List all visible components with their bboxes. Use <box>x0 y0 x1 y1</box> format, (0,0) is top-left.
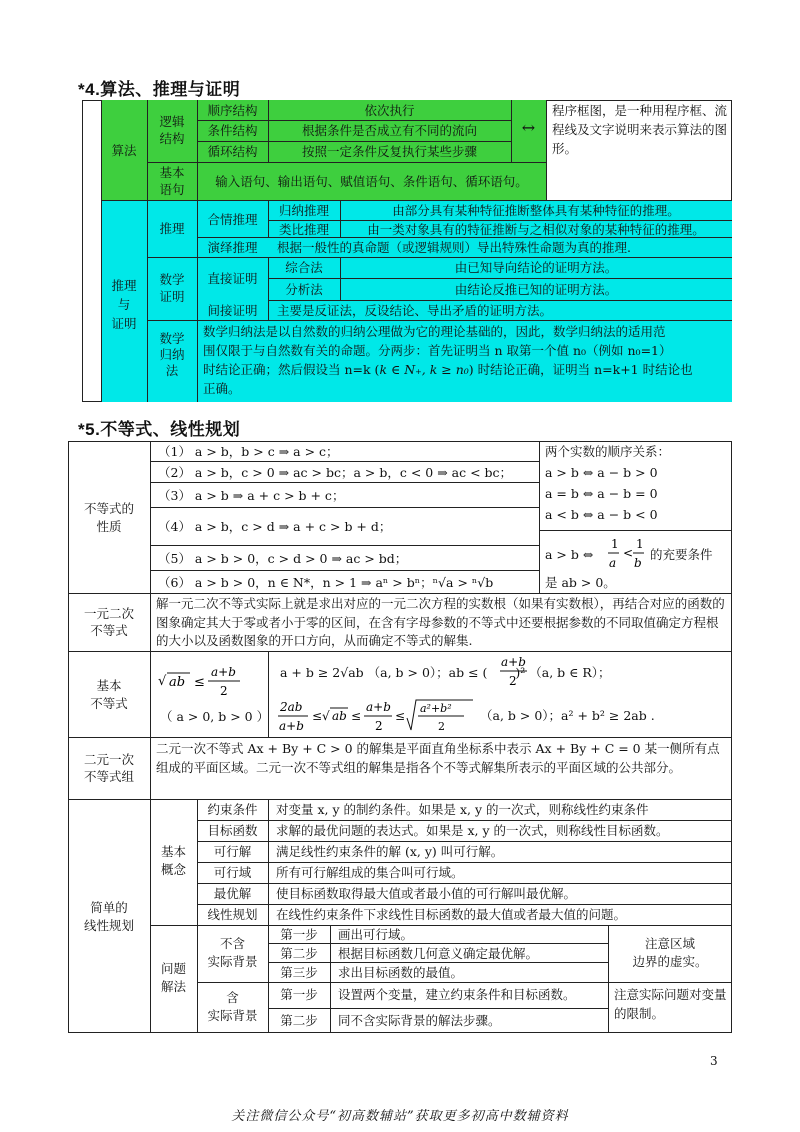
amgm-formula <box>156 660 266 700</box>
label-induction: 归纳推理 <box>278 203 329 218</box>
section-4-title: *4.算法、推理与证明 <box>78 80 241 99</box>
quadratic-desc: 解一元二次不等式实际上就是求出对应的一元二次方程的实数根（如果有实数根），再结合对应的函数的图象确定其大于零或者小于零的区间，在含有字母参数的不等式中还要根据参数的不同取值确定方程根的大小以及函数图象的开口方向，从而确定不等式的解集. <box>156 596 725 648</box>
label-deduction: 演绎推理 <box>207 240 258 255</box>
property-3: （3） a > b ⇒ a + c > b + c； <box>158 488 345 503</box>
svg-text:≤: ≤ <box>395 709 406 723</box>
step2-label: 第二步 <box>280 946 318 961</box>
concept-lp: 线性规划 <box>207 907 258 922</box>
step3-desc: 求出目标函数的最值。 <box>338 965 464 980</box>
svg-text:b: b <box>634 556 642 570</box>
synthesis-desc: 由已知导向结论的证明方法。 <box>454 260 618 275</box>
label-reasoning: 推理 <box>159 221 185 236</box>
label-basic-statements: 基本 语句 <box>159 165 185 197</box>
step3-label: 第三步 <box>280 965 318 980</box>
analogy-desc: 由一类对象具有的特征推断与之相似对象的某种特征的推理。 <box>367 222 705 237</box>
label-problem-methods: 问题 解法 <box>160 961 186 994</box>
label-math-proof: 数学 证明 <box>159 272 185 304</box>
label-no-context: 不含 实际背景 <box>207 936 258 969</box>
page-number: 3 <box>710 1054 718 1068</box>
formula-1-fraction <box>500 652 528 690</box>
concept-objective-desc: 求解的最优问题的表达式。如果是 x, y 的一次式，则称线性目标函数。 <box>276 823 669 838</box>
induction-line-4: 正确。 <box>203 381 241 396</box>
induction-line-3: 时结论正确；然后假设当 n=k (k ∈ N₊, k ≥ n₀) 时结论正确，证明当 n=k+1 时结论也 <box>203 362 693 377</box>
concept-feasible-region-desc: 所有可行解组成的集合叫可行域。 <box>276 865 464 880</box>
row-desc-sequence: 依次执行 <box>364 103 415 118</box>
reciprocal-cond: 的充要条件 <box>650 547 713 562</box>
label-basic-concepts: 基本 概念 <box>160 844 186 877</box>
svg-text:ab: ab <box>169 675 186 690</box>
label-math-induction: 数学 归纳 法 <box>159 331 185 378</box>
row-name-condition: 条件结构 <box>207 123 258 138</box>
reciprocal-tail: 是 ab > 0。 <box>545 575 616 590</box>
concept-lp-desc: 在线性约束条件下求线性目标函数的最大值或者最大值的问题。 <box>276 907 627 922</box>
svg-text:a+b: a+b <box>501 655 526 669</box>
formula-line-2 <box>278 696 478 736</box>
svg-text:2ab: 2ab <box>280 700 303 714</box>
row-name-loop: 循环结构 <box>207 144 258 159</box>
property-5: （5） a > b > 0，c > d > 0 ⇒ ac > bd； <box>158 551 408 566</box>
step1-desc: 画出可行域。 <box>338 927 414 942</box>
order-3: a < b ⇔ a − b < 0 <box>545 507 658 522</box>
row-desc-condition: 根据条件是否成立有不同的流向 <box>301 123 477 138</box>
label-linear-programming: 简单的 线性规划 <box>83 900 134 933</box>
induction-line-2: 围仅限于与自然数有关的命题。分两步：首先证明当 n 取第一个值 n₀（例如 n₀=1） <box>203 343 672 358</box>
svg-text:a: a <box>609 556 617 570</box>
label-linear-system: 二元一次 不等式组 <box>83 752 134 784</box>
deduction-desc: 根据一般性的真命题（或逻辑规则）导出特殊性命题为真的推理. <box>277 240 631 255</box>
label-indirect-proof: 间接证明 <box>207 303 258 318</box>
boundary-note: 注意区域 边界的虚实。 <box>632 936 708 969</box>
label-inequality-properties: 不等式的 性质 <box>83 501 134 534</box>
svg-text:2: 2 <box>438 720 445 733</box>
analysis-desc: 由结论反推已知的证明方法。 <box>454 282 618 297</box>
svg-text:≤: ≤ <box>194 675 205 690</box>
order-1: a > b ⇔ a − b > 0 <box>545 465 658 480</box>
concept-feasible-solution-desc: 满足线性约束条件的解 (x, y) 叫可行解。 <box>276 844 504 859</box>
label-plausible: 合情推理 <box>207 212 258 227</box>
label-analogy: 类比推理 <box>278 222 329 237</box>
indirect-desc: 主要是反证法，反设结论、导出矛盾的证明方法。 <box>277 303 553 318</box>
property-2: （2） a > b，c > 0 ⇒ ac > bc；a > b，c < 0 ⇒ ac < bc； <box>158 465 513 480</box>
ctx-step2-label: 第二步 <box>280 1013 318 1028</box>
row-name-sequence: 顺序结构 <box>207 103 258 118</box>
formula-line-2-tail: （a, b > 0）；a² + b² ≥ 2ab . <box>480 708 655 723</box>
svg-text:≤: ≤ <box>351 709 362 723</box>
concept-constraint: 约束条件 <box>207 802 258 817</box>
svg-text:√: √ <box>158 674 167 689</box>
property-1: （1） a > b，b > c ⇒ a > c； <box>158 444 339 459</box>
label-synthesis: 综合法 <box>285 260 323 275</box>
label-basic-inequality: 基本 不等式 <box>90 678 128 711</box>
amgm-condition: （ a > 0, b > 0 ） <box>160 709 270 724</box>
concept-optimal-desc: 使目标函数取得最大值或者最小值的可行解叫最优解。 <box>276 886 577 901</box>
svg-text:ab: ab <box>332 709 347 723</box>
svg-text:2: 2 <box>375 719 383 733</box>
induction-desc: 由部分具有某种特征推断整体具有某种特征的推理。 <box>392 203 680 218</box>
svg-text:2: 2 <box>220 684 228 698</box>
property-6: （6） a > b > 0，n ∈ N*，n > 1 ⇒ aⁿ > bⁿ；ⁿ√a > ⁿ√b <box>158 575 494 590</box>
flowchart-note: 程序框图，是一种用程序框、流程线及文字说明来表示算法的图形。 <box>552 101 730 158</box>
order-2: a = b ⇔ a − b = 0 <box>545 486 658 501</box>
svg-text:≤√: ≤√ <box>312 709 330 723</box>
label-algorithm: 算法 <box>111 143 137 158</box>
svg-text:a+b: a+b <box>279 719 304 733</box>
property-4: （4） a > b，c > d ⇒ a + c > b + d； <box>158 519 392 534</box>
ctx-step2-desc: 同不含实际背景的解法步骤。 <box>338 1013 501 1028</box>
ctx-step1-desc: 设置两个变量，建立约束条件和目标函数。 <box>338 987 576 1002</box>
reciprocal-lhs: a > b ⇔ <box>545 547 594 562</box>
step2-desc: 根据目标函数几何意义确定最优解。 <box>338 946 539 961</box>
linear-system-desc: 二元一次不等式 Ax + By + C > 0 的解集是平面直角坐标系中表示 Ax + By + C = 0 某一侧所有点组成的平面区域。二元一次不等式组的解集是指各个不等式解集所表示的平面区域的公共部分。 <box>156 741 720 775</box>
concept-objective: 目标函数 <box>207 823 258 838</box>
step1-label: 第一步 <box>280 927 318 942</box>
ctx-step1-label: 第一步 <box>280 987 318 1002</box>
svg-text:a²+b²: a²+b² <box>420 702 452 715</box>
svg-text:1: 1 <box>636 537 644 551</box>
label-quadratic-inequality: 一元二次 不等式 <box>83 606 134 638</box>
svg-text:<: < <box>623 546 634 560</box>
row-desc-loop: 按照一定条件反复执行某些步骤 <box>301 144 477 159</box>
statements-list: 输入语句、输出语句、赋值语句、条件语句、循环语句。 <box>215 174 528 189</box>
induction-line-1: 数学归纳法是以自然数的归纳公理做为它的理论基础的，因此，数学归纳法的适用范 <box>203 324 666 339</box>
context-note: 注意实际问题对变量的限制。 <box>614 987 727 1021</box>
concept-optimal: 最优解 <box>213 886 252 901</box>
label-reasoning-proof: 推理 与 证明 <box>111 278 137 331</box>
concept-constraint-desc: 对变量 x, y 的制约条件。如果是 x, y 的一次式，则称线性约束条件 <box>276 802 649 817</box>
label-direct-proof: 直接证明 <box>207 271 258 286</box>
label-analysis: 分析法 <box>285 282 323 297</box>
label-with-context: 含 实际背景 <box>207 990 258 1023</box>
footer-note: 关注微信公众号“初高数辅站”获取更多初高中数辅资料 <box>231 1109 569 1124</box>
svg-text:a+b: a+b <box>211 665 236 679</box>
section-5-title: *5.不等式、线性规划 <box>78 420 241 439</box>
label-logic-structure: 逻辑 结构 <box>159 114 185 146</box>
concept-feasible-solution: 可行解 <box>213 844 252 859</box>
svg-text:a+b: a+b <box>366 700 391 714</box>
svg-text:1: 1 <box>611 537 619 551</box>
svg-text:2: 2 <box>509 674 517 688</box>
formula-line-1: a + b ≥ 2√ab （a, b > 0）；ab ≤ ( )² （a, b ∈ R）； <box>280 665 611 680</box>
order-title: 两个实数的顺序关系： <box>545 444 671 459</box>
double-arrow-icon: ↔ <box>521 118 536 137</box>
reciprocal-fraction <box>606 535 646 575</box>
concept-feasible-region: 可行域 <box>213 865 252 880</box>
